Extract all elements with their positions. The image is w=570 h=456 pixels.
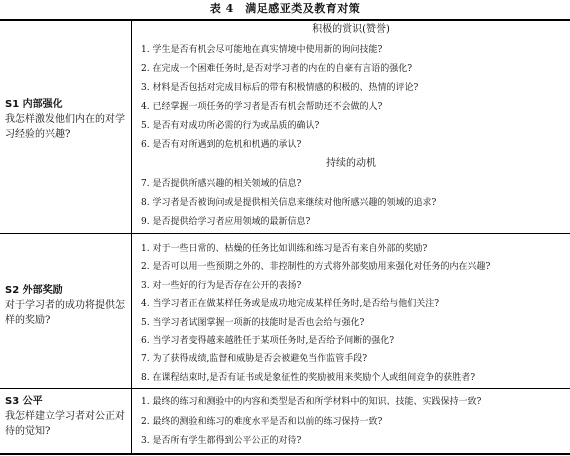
list-item: 3. 对一些好的行为是否存在公开的表扬? (141, 280, 302, 291)
list-item: 2. 是否可以用一些预期之外的、非控制性的方式将外部奖励用来强化对任务的内在兴趣? (141, 262, 491, 273)
table-title: 表 4 满足感亚类及教育对策 (209, 2, 361, 15)
divider-s1-s2 (0, 233, 570, 234)
list-item: 6. 当学习者变得越来越胜任于某项任务时,是否给予间断的强化? (141, 335, 395, 346)
s3-question: 我怎样建立学习者对公正对待的觉知? (5, 411, 125, 437)
s3-heading: S3 公平 (5, 396, 43, 407)
list-item: 1. 最终的练习和测验中的内容和类型是否和所学材料中的知识、技能、实践保持一致? (141, 397, 482, 407)
s1-category (5, 97, 129, 142)
list-item: 7. 是否提供所感兴趣的相关领域的信息? (141, 179, 302, 189)
list-item: 5. 是否有对成功所必需的行为或品质的确认? (141, 121, 320, 131)
s3-item-list (141, 393, 566, 452)
column-divider (131, 21, 132, 453)
list-item: 5. 当学习者试图掌握一项新的技能时是否也会给与强化? (141, 317, 365, 328)
list-item: 4. 当学习者正在做某样任务或是成功地完成某样任务时,是否给与他们关注? (141, 299, 440, 310)
s2-heading: S2 外部奖励 (5, 285, 63, 296)
top-rule (0, 19, 570, 21)
list-item: 3. 材料是否包括对完成目标后的带有积极情感的积极的、热情的评论? (141, 83, 419, 93)
list-item: 4. 已经掌握一项任务的学习者是否有机会帮助还不会做的人? (141, 102, 383, 112)
list-item: 8. 学习者是否被询问或是提供相关信息来继续对他所感兴趣的领域的追求? (141, 198, 437, 208)
divider-s2-s3 (0, 388, 570, 389)
s3-category (5, 394, 129, 439)
s2-question: 对于学习者的成功将提供怎样的奖励? (5, 300, 125, 326)
list-item: 1. 对于一些日常的、枯燥的任务比如训练和练习是否有来自外部的奖励? (141, 244, 428, 254)
list-item: 7. 为了获得成绩,监督和威胁是否会被避免当作监管手段? (141, 354, 368, 365)
bottom-rule (0, 453, 570, 455)
s1-item-list-2 (141, 175, 566, 232)
s2-category (5, 283, 129, 328)
s1-item-list-1 (141, 41, 566, 155)
list-item: 2. 在完成一个困难任务时,是否对学习者的内在的自豪有言语的强化? (141, 64, 413, 74)
list-item: 1. 学生是否有机会尽可能地在真实情境中使用新的询问技能? (141, 45, 383, 55)
list-item: 6. 是否有对所遇到的危机和机遇的承认? (141, 140, 302, 150)
list-item: 3. 是否所有学生都得到公平公正的对待? (141, 436, 302, 446)
s1-subheading-continuing-motivation: 持续的动机 (326, 158, 376, 169)
list-item: 2. 最终的测验和练习的难度水平是否和以前的练习保持一致? (141, 416, 383, 427)
list-item: 8. 在课程结束时,是否有证书或是象征性的奖励被用来奖励个人或组间竞争的获胜者? (141, 372, 476, 383)
list-item: 9. 是否提供给学习者应用领域的最新信息? (141, 217, 311, 227)
s2-item-list (141, 240, 566, 387)
s1-question: 我怎样激发他们内在的对学习经验的兴趣? (5, 114, 125, 140)
s1-subheading-positive-recognition: 积极的赏识(赞誉) (312, 24, 390, 35)
s1-heading: S1 内部强化 (5, 99, 63, 110)
